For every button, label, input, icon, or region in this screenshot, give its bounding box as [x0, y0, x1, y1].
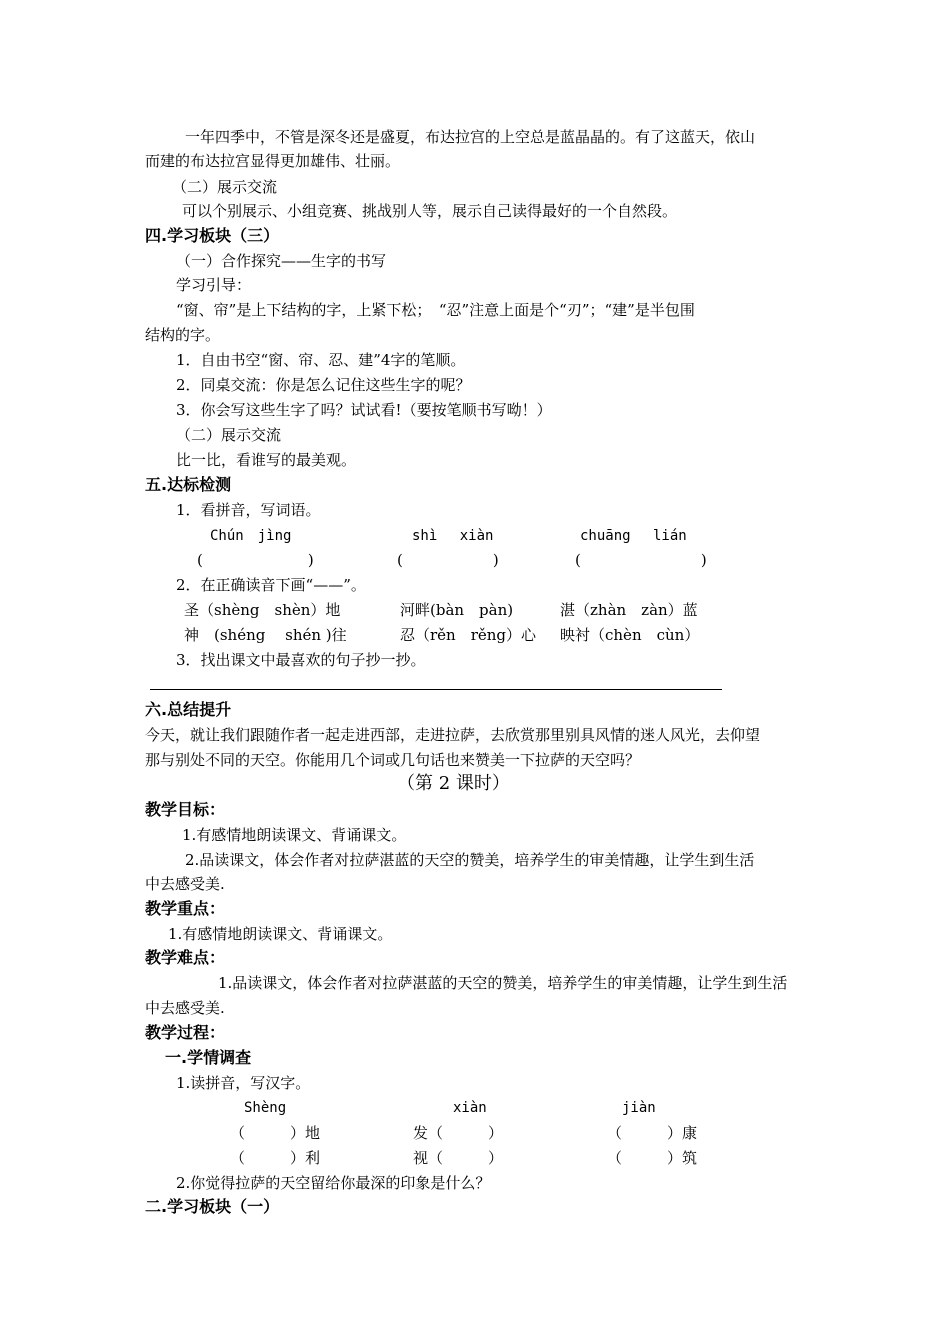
text-line-h6: 六.总结提升 — [145, 700, 232, 719]
answer-line — [150, 689, 722, 690]
text-line-rpc: jiàn — [622, 1100, 656, 1116]
text-line-k1: 1.有感情地朗读课文、背诵课文。 — [168, 925, 393, 943]
text-line-s2c: 结构的字。 — [145, 326, 221, 344]
text-line-br1c: ( ) — [575, 551, 707, 569]
text-line-t2: （第 2 课时） — [397, 773, 510, 794]
text-line-p6b: 那与别处不同的天空。你能用几个词或几句话也来赞美一下拉萨的天空吗？ — [145, 751, 641, 769]
text-line-q2: 2．在正确读音下画“——”。 — [176, 576, 366, 594]
text-line-rpb: xiàn — [453, 1100, 487, 1116]
text-line-s1: （二）展示交流 — [172, 178, 278, 196]
text-line-r1: 1.读拼音，写汉字。 — [176, 1074, 311, 1092]
text-line-rpa: Shèng — [244, 1100, 287, 1116]
text-line-py1a: Chún jìng — [210, 528, 292, 544]
text-line-h5: 五.达标检测 — [145, 475, 232, 494]
text-line-d1b: 中去感受美. — [145, 999, 225, 1017]
text-line-q1: 1．看拼音，写词语。 — [176, 501, 321, 519]
text-line-p6a: 今天，就让我们跟随作者一起走进西部，走进拉萨，去欣赏那里别具风情的迷人风光，去仰望 — [145, 726, 761, 744]
text-line-p1b: 而建的布达拉宫显得更加雄伟、壮丽。 — [145, 152, 401, 170]
text-line-hd: 教学难点： — [145, 948, 226, 967]
text-line-rw2b: 视（ ） — [413, 1149, 504, 1167]
text-line-pr2c: 映衬（chèn cùn） — [560, 626, 700, 644]
text-line-py1c: chuāng lián — [580, 528, 687, 544]
text-line-s2e: 2．同桌交流：你是怎么记住这些生字的呢？ — [176, 376, 471, 394]
text-line-s2a: 学习引导： — [176, 276, 252, 294]
text-line-g2b: 中去感受美. — [145, 875, 225, 893]
text-line-s2d: 1．自由书空“窗、帘、忍、建”4字的笔顺。 — [176, 351, 466, 369]
text-line-s1t: 可以个别展示、小组竞赛、挑战别人等，展示自己读得最好的一个自然段。 — [182, 202, 678, 220]
text-line-rw1a: （ ）地 — [230, 1124, 321, 1142]
text-line-hg: 教学目标： — [145, 800, 226, 819]
text-line-h4: 四.学习板块（三） — [145, 226, 280, 245]
text-line-hp: 教学过程： — [145, 1023, 226, 1042]
text-line-s2b: “窗、帘”是上下结构的字，上紧下松； “忍”注意上面是个“刃”；“建”是半包围 — [176, 301, 695, 319]
text-line-p1a: 一年四季中，不管是深冬还是盛夏，布达拉宫的上空总是蓝晶晶的。有了这蓝天，依山 — [185, 128, 756, 146]
text-line-s2f: 3．你会写这些生字了吗？试试看!（要按笔顺书写呦！） — [176, 401, 552, 419]
text-line-pr1b: 河畔(bàn pàn) — [400, 601, 514, 619]
text-line-hp1: 一.学情调查 — [165, 1048, 252, 1067]
text-line-q3: 3．找出课文中最喜欢的句子抄一抄。 — [176, 651, 426, 669]
text-line-pr1c: 湛（zhàn zàn）蓝 — [560, 601, 698, 619]
text-line-s3: （二）展示交流 — [176, 426, 282, 444]
text-line-py1b: shì xiàn — [412, 528, 494, 544]
text-line-g2a: 2.品读课文，体会作者对拉萨湛蓝的天空的赞美，培养学生的审美情趣，让学生到生活 — [185, 851, 755, 869]
text-line-br1a: ( ) — [197, 551, 314, 569]
text-line-g1: 1.有感情地朗读课文、背诵课文。 — [182, 826, 407, 844]
text-line-rw1b: 发（ ） — [413, 1124, 504, 1142]
text-line-hk: 教学重点： — [145, 899, 226, 918]
text-line-rw2c: （ ）筑 — [607, 1149, 698, 1167]
text-line-pr2b: 忍（rěn rěng）心 — [400, 626, 537, 644]
text-line-d1a: 1.品读课文，体会作者对拉萨湛蓝的天空的赞美，培养学生的审美情趣，让学生到生活 — [218, 974, 788, 992]
text-line-pr2a: 神 (shéng shén )往 — [184, 626, 347, 644]
text-line-br1b: ( ) — [397, 551, 499, 569]
text-line-h2: 二.学习板块（一） — [145, 1197, 280, 1216]
text-line-rw1c: （ ）康 — [607, 1124, 698, 1142]
text-line-s2: （一）合作探究——生字的书写 — [176, 252, 387, 270]
text-line-pr1a: 圣（shèng shèn）地 — [184, 601, 341, 619]
text-line-rw2a: （ ）利 — [230, 1149, 321, 1167]
text-line-s3a: 比一比，看谁写的最美观。 — [176, 451, 357, 469]
text-line-r2: 2.你觉得拉萨的天空留给你最深的印象是什么？ — [176, 1174, 491, 1192]
